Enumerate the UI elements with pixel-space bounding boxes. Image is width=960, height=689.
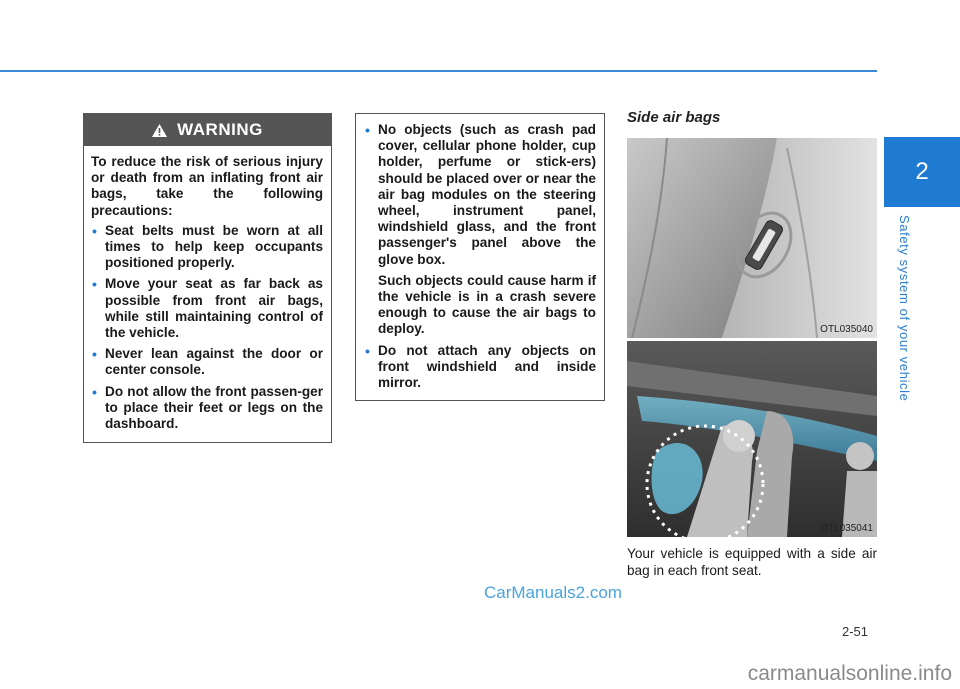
warning-item: • Do not attach any objects on front windshield and inside mirror. [365, 342, 596, 391]
warning-intro: To reduce the risk of serious injury or death from an inflating front air bags, take the following precautions: [91, 154, 323, 218]
section-title: Side air bags [627, 109, 721, 126]
bullet-icon: • [92, 222, 97, 239]
page-number: 2-51 [842, 624, 869, 639]
warning-header [84, 114, 331, 146]
warning-item: • Do not allow the front passen-ger to place their feet or legs on the dashboard. [92, 383, 323, 432]
bullet-icon: • [365, 122, 370, 138]
warning-item: • Seat belts must be worn at all times to help keep occupants positioned properly. [92, 222, 323, 271]
warning-continued-box [355, 113, 605, 401]
section-body: Your vehicle is equipped with a side air bag in each front seat. [627, 546, 877, 578]
chapter-title [896, 215, 918, 405]
seat-airbag-image [627, 138, 877, 338]
side-airbag-deployment-icon [627, 341, 877, 537]
bullet-icon: • [365, 342, 370, 359]
chapter-number: 2 [915, 158, 929, 185]
warning-item: • Never lean against the door or center console. [92, 346, 323, 378]
chapter-title-text: Safety system of your vehicle [897, 215, 912, 402]
image-code: OTL035040 [820, 324, 873, 335]
warning-item: • No objects (such as crash pad cover, cellular phone holder, cup holder, perfume or stick-ers) should be placed over or near the air bag modules on the steering wheel, instrument panel, windshield glass, and the front passenger's panel above the glove box. [365, 122, 596, 267]
watermark-link[interactable]: CarManuals2.com [484, 583, 622, 602]
header-rule [0, 70, 877, 72]
image-code: OTL035041 [820, 523, 873, 534]
chapter-tab[interactable] [884, 137, 960, 207]
bullet-icon: • [92, 276, 97, 293]
warning-triangle-icon [152, 124, 167, 137]
warning-box [83, 113, 332, 443]
side-airbag-image [627, 341, 877, 537]
warning-heading: WARNING [177, 120, 263, 139]
warning-item: • Move your seat as far back as possible from front air bags, while still maintaining control of the vehicle. [92, 276, 323, 341]
bullet-icon: • [92, 346, 97, 363]
footer-watermark[interactable]: carmanualsonline.info [747, 662, 952, 685]
warning-subparagraph: Such objects could cause harm if the vehicle is in a crash severe enough to cause the air bags to deploy. [378, 272, 596, 337]
seat-airbag-label-icon [627, 138, 877, 338]
bullet-icon: • [92, 383, 97, 400]
